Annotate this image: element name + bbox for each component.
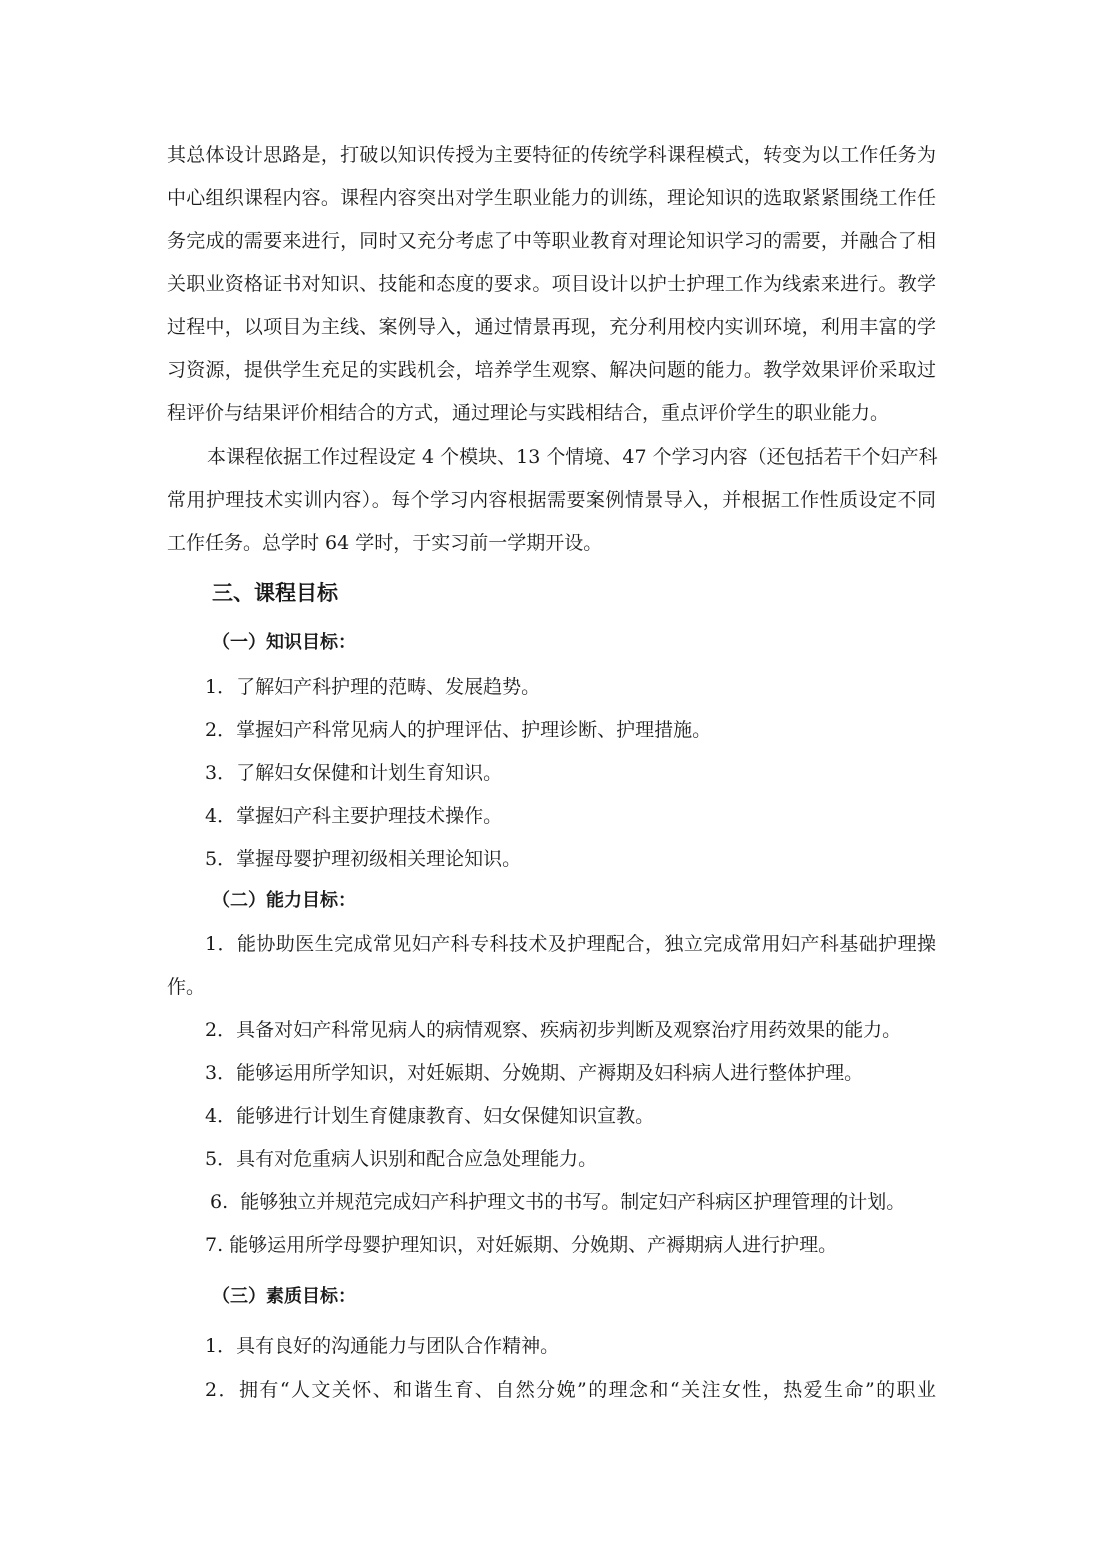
list-item: 2．掌握妇产科常见病人的护理评估、护理诊断、护理措施。 bbox=[205, 719, 712, 741]
list-item: 4．能够进行计划生育健康教育、妇女保健知识宣教。 bbox=[205, 1105, 655, 1127]
text-line: 本课程依据工作过程设定 4 个模块、13 个情境、47 个学习内容（还包括若干个妇产科 bbox=[207, 446, 938, 468]
list-item: 7. 能够运用所学母婴护理知识，对妊娠期、分娩期、产褥期病人进行护理。 bbox=[205, 1234, 838, 1256]
list-item: 1．能协助医生完成常见妇产科专科技术及护理配合，独立完成常用妇产科基础护理操 bbox=[205, 933, 936, 955]
list-item-continuation: 作。 bbox=[167, 976, 206, 998]
text-line: 中心组织课程内容。课程内容突出对学生职业能力的训练，理论知识的选取紧紧围绕工作任 bbox=[167, 187, 936, 209]
list-item: 1．了解妇产科护理的范畴、发展趋势。 bbox=[205, 676, 541, 698]
list-item: 3．能够运用所学知识，对妊娠期、分娩期、产褥期及妇科病人进行整体护理。 bbox=[205, 1062, 864, 1084]
subsection-heading: （一）知识目标： bbox=[212, 632, 356, 653]
subsection-heading: （三）素质目标： bbox=[212, 1286, 356, 1307]
text-line: 习资源，提供学生充足的实践机会，培养学生观察、解决问题的能力。教学效果评价采取过 bbox=[167, 359, 936, 381]
list-item: 2．具备对妇产科常见病人的病情观察、疾病初步判断及观察治疗用药效果的能力。 bbox=[205, 1019, 902, 1041]
text-line: 其总体设计思路是，打破以知识传授为主要特征的传统学科课程模式，转变为以工作任务为 bbox=[167, 144, 936, 166]
text-line: 过程中，以项目为主线、案例导入，通过情景再现，充分利用校内实训环境，利用丰富的学 bbox=[167, 316, 936, 338]
list-item: 4．掌握妇产科主要护理技术操作。 bbox=[205, 805, 503, 827]
text-line: 工作任务。总学时 64 学时，于实习前一学期开设。 bbox=[167, 532, 603, 554]
list-item: 5．掌握母婴护理初级相关理论知识。 bbox=[205, 848, 522, 870]
text-line: 务完成的需要来进行，同时又充分考虑了中等职业教育对理论知识学习的需要，并融合了相 bbox=[167, 230, 936, 252]
list-item: 3．了解妇女保健和计划生育知识。 bbox=[205, 762, 503, 784]
subsection-heading: （二）能力目标： bbox=[212, 890, 356, 911]
text-line: 程评价与结果评价相结合的方式，通过理论与实践相结合，重点评价学生的职业能力。 bbox=[167, 402, 890, 424]
section-heading: 三、课程目标 bbox=[212, 581, 338, 605]
list-item: 1．具有良好的沟通能力与团队合作精神。 bbox=[205, 1335, 560, 1357]
text-line: 常用护理技术实训内容）。每个学习内容根据需要案例情景导入，并根据工作性质设定不同 bbox=[167, 489, 936, 511]
list-item: 5．具有对危重病人识别和配合应急处理能力。 bbox=[205, 1148, 598, 1170]
list-item: 2．拥有“人文关怀、和谐生育、自然分娩”的理念和“关注女性，热爱生命”的职业 bbox=[205, 1379, 936, 1401]
text-line: 关职业资格证书对知识、技能和态度的要求。项目设计以护士护理工作为线索来进行。教学 bbox=[167, 273, 936, 295]
list-item: 6. 能够独立并规范完成妇产科护理文书的书写。制定妇产科病区护理管理的计划。 bbox=[210, 1191, 906, 1213]
